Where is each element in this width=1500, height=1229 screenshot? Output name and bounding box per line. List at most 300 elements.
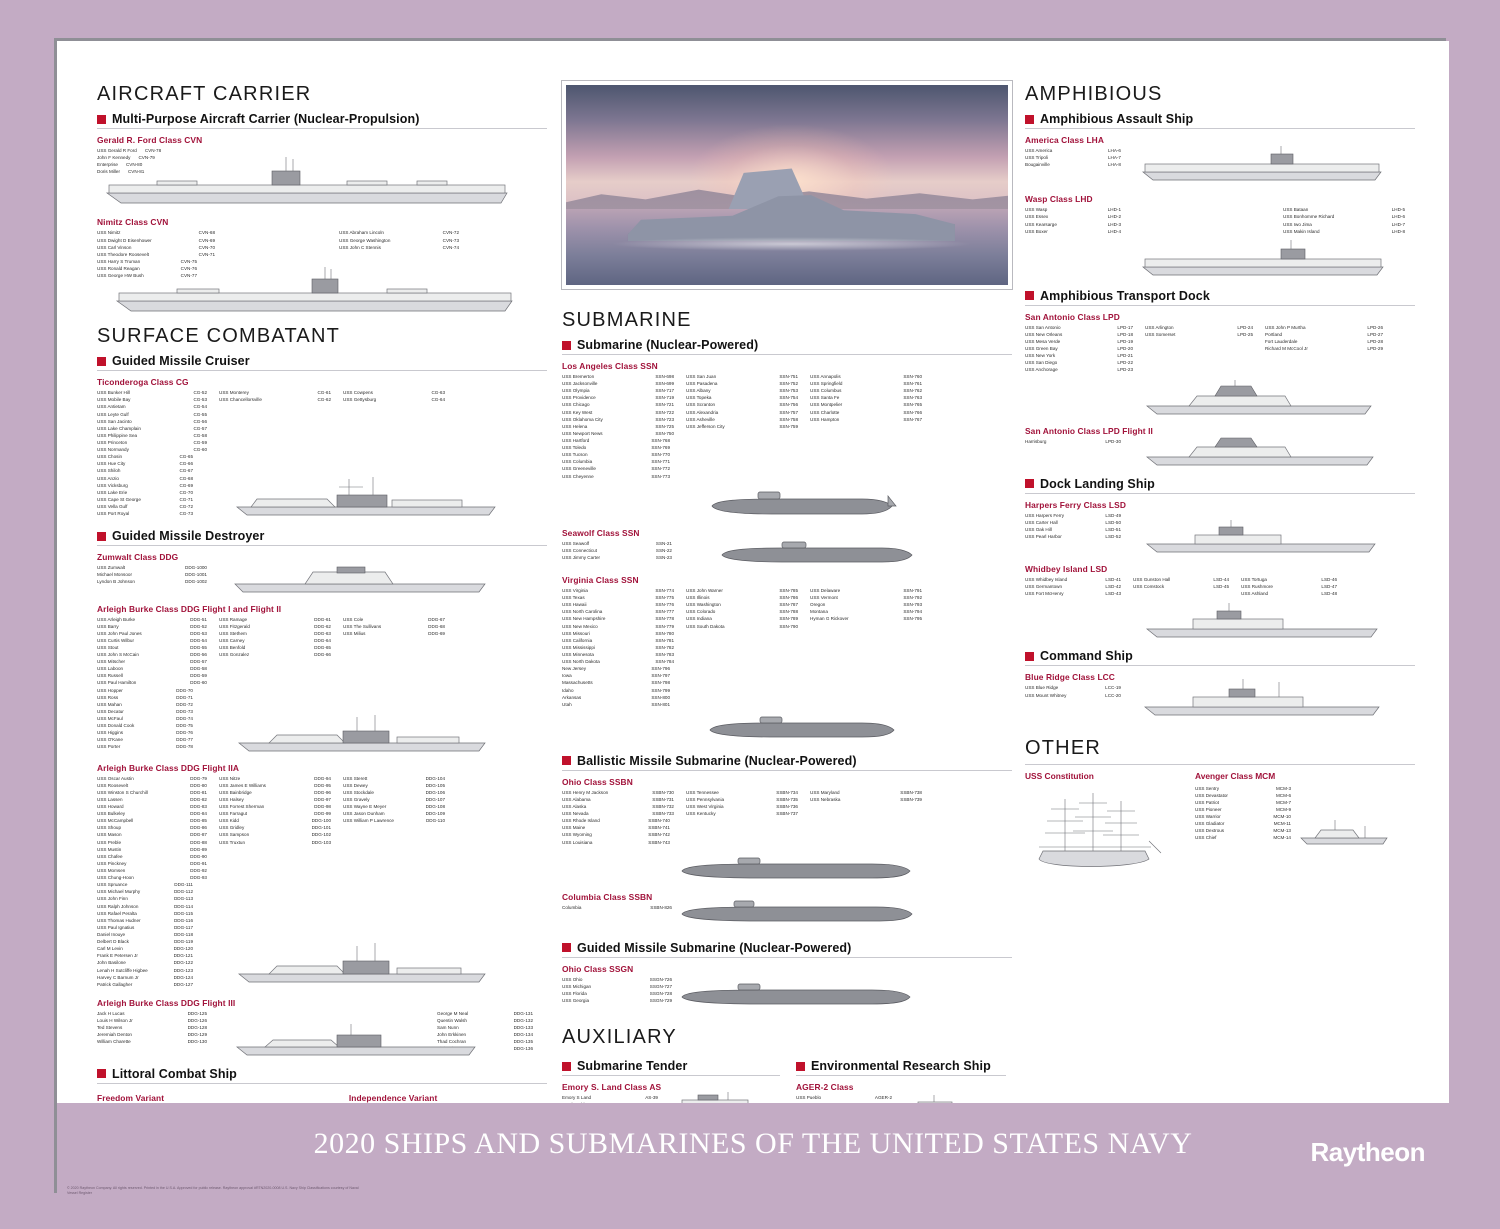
ship-column	[97, 564, 207, 585]
red-square-icon	[97, 532, 106, 541]
list-item: USS Port Royal CG-73	[97, 511, 193, 517]
list-item: USS North Dakota SSN-784	[562, 659, 674, 665]
list-item: USS Toledo SSN-769	[562, 445, 670, 451]
list-item: USS Alexandria SSN-757	[686, 409, 798, 415]
section-title-auxiliary: AUXILIARY	[562, 1026, 677, 1049]
ship-list-los-angeles	[562, 373, 1012, 480]
list-item: USS Michael Murphy DDG-112	[97, 889, 193, 895]
list-item: USS Stethem DDG-63	[219, 630, 331, 636]
list-item: USS Princeton CG-59	[97, 439, 207, 445]
list-item: Delbert D Black DDG-119	[97, 939, 193, 945]
list-item: USS Oscar Austin DDG-79	[97, 775, 207, 781]
column-middle	[562, 309, 1012, 1103]
group-heading-label: Ballistic Missile Submarine (Nuclear-Powered)	[577, 753, 857, 768]
section-title-other: OTHER	[1025, 736, 1101, 759]
list-item: USS Paul Ignatius DDG-117	[97, 924, 193, 930]
class-name-whidbey-island-lsd: Whidbey Island LSD	[1025, 564, 1108, 575]
list-item: USS William P Lawrence DDG-110	[343, 818, 445, 824]
ship-column	[562, 789, 674, 817]
ship-column	[97, 1010, 207, 1053]
group-heading-environmental-research-ship	[796, 1059, 1006, 1076]
list-item: Enterprise CVN-80	[97, 162, 143, 168]
list-item: William Charette DDG-130	[97, 1039, 207, 1045]
list-item: Fort Lauderdale LPD-28	[1265, 338, 1383, 344]
silhouette-zumwalt-ddg	[217, 564, 547, 598]
list-item: USS Abraham Lincoln CVN-72	[339, 230, 459, 236]
auxiliary-tender-block	[562, 1053, 780, 1103]
list-item: USS Cheyenne SSN-773	[562, 473, 670, 479]
silhouette-whidbey-island-lsd	[1135, 601, 1415, 643]
list-item: USS Chung-Hoon DDG-93	[97, 875, 207, 881]
list-item: USS Chancellorsville CG-62	[219, 397, 331, 403]
group-heading-littoral-combat-ship	[97, 1067, 547, 1084]
list-item: Columbia SSBN-826	[562, 904, 672, 910]
ship-column	[97, 453, 193, 517]
list-item: Lenah H Sutcliffe Higbee DDG-123	[97, 967, 193, 973]
list-item: USS Gravely DDG-107	[343, 796, 445, 802]
class-name-san-antonio-lpd-flight-ii: San Antonio Class LPD Flight II	[1025, 425, 1153, 436]
list-item: USS South Dakota SSN-790	[686, 623, 798, 629]
list-item: DDG-136	[513, 1046, 533, 1052]
list-item: USS Lake Champlain CG-57	[97, 425, 207, 431]
copyright-text: © 2020 Raytheon Company. All rights reserved. Printed in the U.S.A. Approved for public release. Raytheon approval #RTN2020-0008 U.S. Navy Ship Classifications courtesy of Naval Vessel Register	[67, 1186, 359, 1196]
ship-column	[562, 1094, 658, 1103]
class-name-america-lha: America Class LHA	[1025, 135, 1104, 145]
list-item: USS Gladiator MCM-11	[1195, 821, 1291, 827]
list-item: USS Jefferson City SSN-759	[686, 423, 798, 429]
list-item: USS Kearsarge LHD-3	[1025, 221, 1121, 227]
list-item: USS Hartford SSN-768	[562, 437, 670, 443]
ship-column	[1025, 324, 1133, 374]
list-item: USS Gettysburg CG-64	[343, 397, 445, 403]
class-name-arleigh-burke-flight-iii: Arleigh Burke Class DDG Flight III	[97, 997, 236, 1008]
list-item: USS Patriot MCM-7	[1195, 799, 1291, 805]
list-item: USS Henry M Jackson SSBN-730	[562, 789, 674, 795]
list-item: USS Nebraska SSBN-739	[810, 796, 922, 802]
brand-logo: Raytheon	[1310, 1137, 1425, 1167]
group-heading-amphibious-assault-ship	[1025, 112, 1415, 129]
ship-column	[1025, 147, 1121, 168]
uss-constitution-block	[1025, 771, 1175, 883]
red-square-icon	[796, 1062, 805, 1071]
list-item: USS San Diego LPD-22	[1025, 360, 1133, 366]
list-item: USS Somerset LPD-25	[1145, 331, 1253, 337]
ship-list-san-antonio-lpd	[1025, 324, 1415, 374]
list-item: Jeremiah Denton DDG-129	[97, 1032, 207, 1038]
list-item: USS Stockdale DDG-106	[343, 789, 445, 795]
ship-column	[1025, 576, 1121, 597]
class-name-independence-variant: Independence Variant	[348, 1092, 438, 1103]
ship-column	[97, 229, 215, 257]
class-name-zumwalt: Zumwalt Class DDG	[97, 552, 179, 563]
ship-column	[562, 904, 672, 911]
list-item: USS Santa Fe SSN-763	[810, 395, 922, 401]
list-item: USS Bulkeley DDG-84	[97, 811, 207, 817]
list-item: USS Fort McHenry LSD-43	[1025, 591, 1121, 597]
list-item: USS Truxtun DDG-103	[219, 839, 331, 845]
list-item: USS Alabama SSBN-731	[562, 796, 674, 802]
ship-column	[562, 373, 674, 437]
list-item: USS Anchorage LPD-23	[1025, 367, 1133, 373]
list-item: USS Mesa Verde LPD-19	[1025, 338, 1133, 344]
list-item: USS McCampbell DDG-85	[97, 818, 207, 824]
group-heading-guided-missile-cruiser	[97, 354, 547, 371]
list-item: USS Blue Ridge LCC-19	[1025, 685, 1121, 691]
class-name-virginia: Virginia Class SSN	[562, 574, 639, 585]
group-heading-command-ship	[1025, 649, 1415, 666]
silhouette-emory-s-land-as	[658, 1090, 780, 1103]
list-item: USS Boxer LHD-4	[1025, 228, 1121, 234]
class-name-gerald-r-ford: Gerald R. Ford Class CVN	[97, 135, 203, 145]
silhouette-columbia-ssbn	[672, 899, 1012, 929]
list-item: USS Monterey CG-61	[219, 390, 331, 396]
group-heading-dock-landing-ship	[1025, 477, 1415, 494]
group-heading-label: Environmental Research Ship	[811, 1059, 991, 1074]
silhouette-san-antonio-lpd-flight-ii	[1135, 433, 1415, 471]
list-item: USS Bonhomme Richard LHD-6	[1283, 214, 1405, 220]
list-item: USS Howard DDG-83	[97, 804, 207, 810]
class-name-wasp-lhd: Wasp Class LHD	[1025, 194, 1093, 205]
ship-column	[1133, 576, 1229, 597]
list-item: USS Wayne E Meyer DDG-108	[343, 804, 445, 810]
list-item: USS Chafee DDG-90	[97, 853, 207, 859]
list-item: USS Wyoming SSBN-742	[562, 832, 670, 838]
list-item: USS Newport News SSN-750	[562, 430, 674, 436]
list-item: USS Hue City CG-66	[97, 461, 193, 467]
photo-wake	[610, 237, 972, 251]
list-item: Quentin Walsh DDG-132	[437, 1017, 533, 1023]
class-name-harpers-ferry-lsd: Harpers Ferry Class LSD	[1025, 499, 1126, 510]
list-item: USS Tucson SSN-770	[562, 452, 670, 458]
list-item: USS Ohio SSGN-726	[562, 976, 672, 982]
list-item: USS John Warner SSN-785	[686, 587, 798, 593]
list-item: USS Ralph Johnson DDG-114	[97, 903, 193, 909]
list-item: USS Lassen DDG-82	[97, 796, 207, 802]
class-name-arleigh-burke-flight-iia: Arleigh Burke Class DDG Flight IIA	[97, 762, 240, 773]
class-name-columbia-ssbn: Columbia Class SSBN	[562, 891, 653, 902]
list-item: USS Sampson DDG-102	[219, 832, 331, 838]
list-item: USS Vermont SSN-792	[810, 595, 922, 601]
list-item: USS Bremerton SSN-698	[562, 374, 674, 379]
list-item: USS Montpelier SSN-765	[810, 402, 922, 408]
list-item: George M Neal DDG-131	[437, 1010, 533, 1016]
list-item: USS Topeka SSN-754	[686, 395, 798, 401]
class-name-nimitz: Nimitz Class CVN	[97, 217, 169, 228]
list-item: Ted Stevens DDG-128	[97, 1025, 207, 1031]
group-heading-label: Guided Missile Cruiser	[112, 354, 250, 369]
class-name-los-angeles: Los Angeles Class SSN	[562, 361, 658, 371]
ship-column	[810, 373, 922, 437]
group-heading-amphibious-transport-dock	[1025, 289, 1415, 306]
list-item: USS James E Williams DDG-95	[219, 782, 331, 788]
list-item: Utah SSN-801	[562, 701, 670, 707]
auxiliary-research-block	[796, 1053, 1006, 1103]
ship-column	[1025, 684, 1121, 698]
class-name-ager-2: AGER-2 Class	[796, 1082, 854, 1093]
group-heading-label: Submarine (Nuclear-Powered)	[577, 338, 759, 352]
red-square-icon	[97, 357, 106, 366]
ship-column	[1241, 576, 1337, 597]
list-item: USS Hopper DDG-70	[97, 687, 193, 693]
red-square-icon	[97, 1069, 106, 1078]
list-item: USS Warrior MCM-10	[1195, 814, 1291, 820]
ship-column	[97, 775, 207, 882]
silhouette-gerald-r-ford-cvn	[97, 153, 547, 211]
list-item: USS Benfold DDG-65	[219, 644, 331, 650]
list-item: USS John C Stennis CVN-74	[339, 244, 459, 250]
silhouette-wasp-lhd	[1131, 237, 1415, 283]
list-item: Hyman G Rickover SSN-795	[810, 616, 922, 622]
list-item: Daniel Inouye DDG-118	[97, 931, 193, 937]
list-item: USS Carter Hall LSD-50	[1025, 519, 1121, 525]
class-name-seawolf: Seawolf Class SSN	[562, 527, 640, 538]
list-item: USS California SSN-781	[562, 637, 674, 643]
list-item: USS Dextrous MCM-13	[1195, 828, 1291, 834]
list-item: John Erkkinen DDG-134	[437, 1032, 533, 1038]
column-left	[97, 83, 547, 1103]
list-item: USS Maine SSBN-741	[562, 825, 670, 831]
silhouette-blue-ridge-lcc	[1133, 677, 1415, 721]
silhouette-harpers-ferry-lsd	[1135, 518, 1415, 558]
ship-column	[1283, 206, 1405, 234]
avenger-mcm-block	[1195, 771, 1405, 883]
heading-avenger-class-mcm: Avenger Class MCM	[1195, 770, 1276, 781]
group-heading-label: Guided Missile Destroyer	[112, 529, 265, 544]
list-item: USS George Washington CVN-73	[339, 237, 459, 243]
ship-column	[97, 616, 207, 687]
list-item: USS Ross DDG-71	[97, 694, 193, 700]
group-heading-label: Dock Landing Ship	[1040, 476, 1155, 491]
silhouette-avenger-mcm	[1291, 816, 1405, 850]
list-item: USS Kentucky SSBN-737	[686, 811, 798, 817]
list-item: USS Rushmore LSD-47	[1241, 584, 1337, 590]
list-item: USS Mustin DDG-89	[97, 846, 207, 852]
list-item: USS Porter DDG-78	[97, 744, 193, 750]
list-item: USS Pioneer MCM-9	[1195, 806, 1291, 812]
silhouette-virginia-ssn	[702, 714, 1012, 744]
list-item: USS Mississippi SSN-782	[562, 644, 674, 650]
group-heading-submarine-nuclear	[562, 338, 1012, 355]
list-item: USS Annapolis SSN-760	[810, 374, 922, 379]
list-item: USS Antietam CG-54	[97, 404, 207, 410]
list-item: USS Colorado SSN-788	[686, 609, 798, 615]
list-item: USS Ronald Reagan CVN-76	[97, 265, 197, 271]
list-item: USS Jason Dunham DDG-109	[343, 811, 445, 817]
group-heading-guided-missile-destroyer	[97, 529, 547, 546]
list-item: USS Cowpens CG-63	[343, 390, 445, 396]
list-item: USS Chief MCM-14	[1195, 835, 1291, 841]
list-item: Frank E Petersen Jr DDG-121	[97, 953, 193, 959]
hero-photo	[562, 81, 1012, 289]
list-item: Montana SSN-794	[810, 609, 922, 615]
list-item: USS Russell DDG-59	[97, 673, 207, 679]
list-item: USS Barry DDG-52	[97, 623, 207, 629]
list-item: USS Illinois SSN-786	[686, 595, 798, 601]
ship-column	[562, 976, 672, 1004]
list-item: USS Momsen DDG-92	[97, 868, 207, 873]
list-item: Lyndon B Johnson DDG-1002	[97, 579, 207, 585]
silhouette-san-antonio-lpd	[1135, 378, 1415, 420]
group-heading-multipurpose-carrier	[97, 112, 547, 129]
ship-column	[562, 587, 674, 665]
ship-list-wasp-lhd	[1025, 206, 1415, 234]
list-item: USS Nitze DDG-94	[219, 775, 331, 781]
list-item: USS O'Kane DDG-77	[97, 737, 193, 743]
ship-column	[1025, 438, 1121, 445]
list-item: USS Tortuga LSD-46	[1241, 577, 1337, 583]
auxiliary-groups	[562, 1053, 1012, 1103]
poster	[54, 38, 1446, 1196]
list-item: USS Oklahoma City SSN-723	[562, 416, 674, 422]
ship-column	[1195, 785, 1291, 842]
list-item: USS Vicksburg CG-69	[97, 482, 193, 488]
silhouette-ohio-ssgn	[672, 982, 1012, 1012]
list-item: Louis H Wilson Jr DDG-126	[97, 1017, 207, 1023]
list-item: USS Rafael Peralta DDG-115	[97, 910, 193, 916]
list-item: USS Shoup DDG-86	[97, 825, 207, 831]
list-item: Harrisburg LPD-30	[1025, 438, 1121, 444]
class-name-ohio-ssgn: Ohio Class SSGN	[562, 963, 634, 974]
red-square-icon	[1025, 115, 1034, 124]
silhouette-ohio-ssbn	[672, 856, 1012, 886]
list-item: USS Alaska SSBN-732	[562, 804, 674, 810]
list-item: USS Arleigh Burke DDG-51	[97, 616, 207, 622]
ship-column	[686, 789, 798, 817]
list-item: USS Mahan DDG-72	[97, 701, 193, 707]
page-title: 2020 SHIPS AND SUBMARINES OF THE UNITED STATES NAVY	[313, 1127, 1193, 1160]
other-groups	[1025, 771, 1415, 883]
divider	[1025, 764, 1415, 765]
class-name-arleigh-burke-flight-i-ii: Arleigh Burke Class DDG Flight I and Flight II	[97, 603, 282, 614]
group-heading-label: Amphibious Transport Dock	[1040, 288, 1210, 303]
list-item: USS Greeneville SSN-772	[562, 466, 670, 472]
list-item: USS Maryland SSBN-738	[810, 789, 922, 795]
ship-column	[796, 1094, 892, 1101]
list-item: USS Germantown LSD-42	[1025, 584, 1121, 590]
list-item: USS Delaware SSN-791	[810, 587, 922, 593]
list-item: USS Pearl Harbor LSD-52	[1025, 533, 1121, 539]
list-item: USS Vella Gulf CG-72	[97, 503, 193, 509]
list-item: USS Cape St George CG-71	[97, 496, 193, 502]
lcs-independence-block	[349, 1087, 547, 1103]
list-item: USS San Jacinto CG-56	[97, 418, 207, 424]
silhouette-america-lha	[1131, 144, 1415, 188]
list-item: USS Key West SSN-722	[562, 409, 674, 415]
silhouette-los-angeles-ssn	[702, 488, 1012, 522]
list-item: USS McFaul DDG-74	[97, 716, 193, 722]
list-item: USS Jacksonville SSN-699	[562, 381, 674, 387]
list-item: USS New Hampshire SSN-778	[562, 616, 674, 622]
list-item: USS Hampton SSN-767	[810, 416, 922, 422]
ship-column	[219, 389, 331, 453]
list-item: USS Harry S Truman CVN-75	[97, 258, 197, 264]
list-item: USS Roosevelt DDG-80	[97, 782, 207, 788]
list-item: USS Nevada SSBN-733	[562, 811, 674, 817]
ship-column	[686, 373, 798, 437]
list-item: Thad Cochran DDG-135	[437, 1039, 533, 1045]
red-square-icon	[562, 943, 571, 952]
list-item: USS San Juan SSN-751	[686, 374, 798, 379]
list-item: USS The Sullivans DDG-68	[343, 623, 445, 629]
list-item: USS Shiloh CG-67	[97, 468, 193, 474]
list-item: USS Gonzalez DDG-66	[219, 652, 331, 658]
list-item: USS Essex LHD-2	[1025, 214, 1121, 220]
silhouette-arleigh-burke-flight-i-ii	[217, 713, 547, 757]
list-item: USS John Paul Jones DDG-53	[97, 630, 207, 636]
list-item: USS Indiana SSN-789	[686, 616, 798, 622]
list-item: USS Donald Cook DDG-75	[97, 723, 193, 729]
list-item: USS Makin Island LHD-8	[1283, 228, 1405, 234]
list-item: USS Nimitz CVN-68	[97, 230, 215, 236]
list-item: USS Iwo Jima LHD-7	[1283, 221, 1405, 227]
list-item: USS George HW Bush CVN-77	[97, 273, 197, 279]
ship-list-virginia	[562, 587, 1012, 708]
list-item: USS Wasp LHD-1	[1025, 207, 1121, 213]
list-item: Bougainville LHA-8	[1025, 162, 1121, 168]
list-item: USS Minnesota SSN-783	[562, 651, 674, 657]
list-item: USS Georgia SSGN-729	[562, 998, 672, 1004]
list-item: USS Sterett DDG-104	[343, 775, 445, 781]
list-item: USS Arlington LPD-24	[1145, 324, 1253, 330]
list-item: USS Louisiana SSBN-743	[562, 839, 670, 845]
list-item: Idaho SSN-799	[562, 687, 670, 693]
ship-list-whidbey-island	[1025, 576, 1415, 597]
list-item: USS Bataan LHD-5	[1283, 207, 1405, 213]
list-item: USS Helena SSN-725	[562, 423, 674, 429]
silhouette-nimitz-cvn	[97, 265, 547, 319]
list-item: USS Curtis Wilbur DDG-54	[97, 637, 207, 643]
red-square-icon	[97, 115, 106, 124]
list-item: USS Fitzgerald DDG-62	[219, 623, 331, 629]
section-title-submarine: SUBMARINE	[562, 309, 692, 331]
list-item: Patrick Gallagher DDG-127	[97, 981, 193, 987]
list-item: USS Theodore Roosevelt CVN-71	[97, 251, 215, 257]
list-item: USS Asheville SSN-758	[686, 416, 798, 422]
group-heading-submarine-tender	[562, 1059, 780, 1076]
list-item: USS Dewey DDG-105	[343, 782, 445, 788]
list-item: USS Florida SSGN-728	[562, 991, 672, 997]
list-item: USS Harpers Ferry LSD-49	[1025, 512, 1121, 518]
red-square-icon	[1025, 652, 1034, 661]
list-item: USS Whidbey Island LSD-41	[1025, 577, 1121, 583]
list-item: Harvey C Barnum Jr DDG-124	[97, 974, 193, 980]
list-item: Emory S Land AS-39	[562, 1095, 658, 1101]
list-item: USS Washington SSN-787	[686, 602, 798, 608]
list-item: Arkansas SSN-800	[562, 694, 670, 700]
ship-column	[343, 389, 445, 453]
list-item: USS New Mexico SSN-779	[562, 623, 674, 629]
class-name-blue-ridge-lcc: Blue Ridge Class LCC	[1025, 672, 1115, 683]
ship-column	[219, 775, 331, 882]
list-item: USS Laboon DDG-58	[97, 666, 207, 672]
list-item: USS Charlotte SSN-766	[810, 409, 922, 415]
silhouette-arleigh-burke-flight-iii	[215, 1023, 547, 1061]
lcs-variants	[97, 1087, 547, 1103]
list-item: USS Connecticut SSN-22	[562, 547, 672, 553]
ship-column	[97, 389, 207, 453]
list-item: Oregon SSN-793	[810, 602, 922, 608]
ship-column	[97, 687, 193, 751]
ship-list-ohio-ssbn	[562, 789, 1012, 846]
class-name-ohio-ssbn: Ohio Class SSBN	[562, 776, 633, 787]
list-item: Portland LPD-27	[1265, 331, 1383, 337]
ship-column	[562, 437, 670, 480]
list-item: USS Milius DDG-69	[343, 630, 445, 636]
list-item: USS Carney DDG-64	[219, 637, 331, 643]
list-item: USS Mount Whitney LCC-20	[1025, 692, 1121, 698]
ship-column	[219, 616, 331, 687]
group-heading-guided-missile-submarine	[562, 941, 1012, 958]
